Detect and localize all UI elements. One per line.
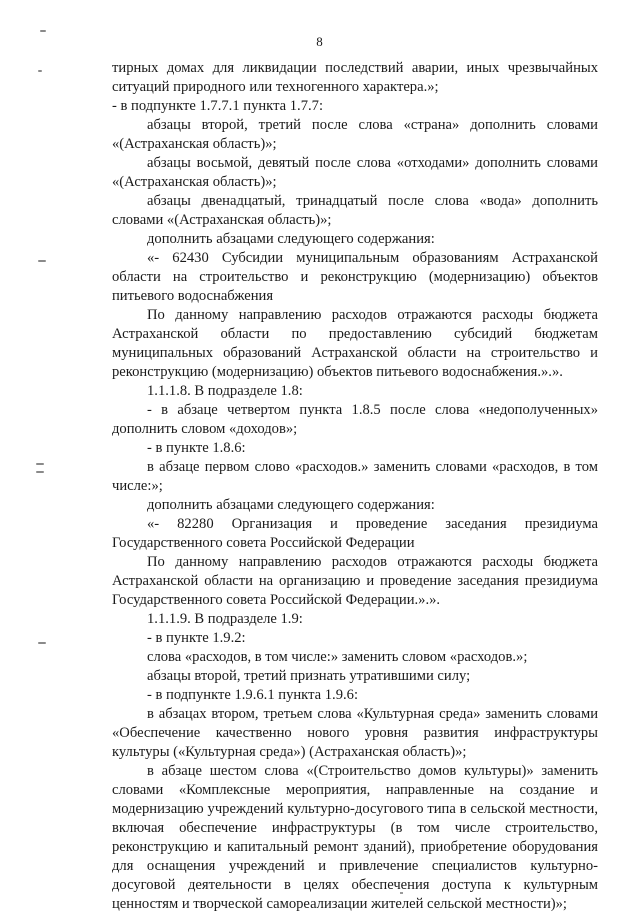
paragraph: - в пункте 1.9.2: <box>147 630 246 646</box>
paragraph: - в подпункте 1.7.7.1 пункта 1.7.7: <box>112 98 323 114</box>
paragraph: дополнить абзацами следующего содержания: <box>147 231 435 247</box>
document-body <box>112 59 598 914</box>
scan-mark <box>36 463 44 465</box>
scan-mark <box>38 70 42 72</box>
scan-mark <box>40 30 46 32</box>
paragraph: - в подпункте 1.9.6.1 пункта 1.9.6: <box>147 687 358 703</box>
paragraph: тирных домах для ликвидации последствий аварии, иных чрезвычайных ситуаций природного или техногенного характера.»; <box>112 60 598 95</box>
paragraph: «- 82280 Организация и проведение заседания президиума Государственного совета Российской Федерации <box>112 516 598 551</box>
scan-mark <box>38 642 46 644</box>
paragraph: абзацы второй, третий признать утратившими силу; <box>147 668 471 684</box>
paragraph: По данному направлению расходов отражаются расходы бюджета Астраханской области по предоставлению субсидий бюджетам муниципальных образований Астраханской области на строительство и реконструкцию (модернизацию) объектов питьевого водоснабжения.».». <box>112 307 598 380</box>
paragraph: абзацы двенадцатый, тринадцатый после слова «вода» дополнить словами «(Астраханская область)»; <box>112 193 598 228</box>
paragraph: в абзаце первом слово «расходов.» заменить словами «расходов, в том числе:»; <box>112 459 598 494</box>
paragraph: 1.1.1.8. В подразделе 1.8: <box>147 383 303 399</box>
paragraph: - в пункте 1.8.6: <box>147 440 246 456</box>
paragraph: дополнить абзацами следующего содержания: <box>147 497 435 513</box>
paragraph: слова «расходов, в том числе:» заменить словом «расходов.»; <box>147 649 528 665</box>
paragraph: - в абзаце четвертом пункта 1.8.5 после слова «недополученных» дополнить словом «доходов»; <box>112 402 598 437</box>
paragraph: абзацы восьмой, девятый после слова «отходами» дополнить словами «(Астраханская область)»; <box>112 155 598 190</box>
paragraph: в абзацах втором, третьем слова «Культурная среда» заменить словами «Обеспечение качественно нового уровня развития инфраструктуры культуры («Культурная среда») (Астраханская область)»; <box>112 706 598 760</box>
scan-mark <box>38 260 46 262</box>
paragraph: абзацы второй, третий после слова «страна» дополнить словами «(Астраханская область)»; <box>112 117 598 152</box>
paragraph: По данному направлению расходов отражаются расходы бюджета Астраханской области на организацию и проведение заседания президиума Государственного совета Российской Федерации.».». <box>112 554 598 608</box>
paragraph: 1.1.1.9. В подразделе 1.9: <box>147 611 303 627</box>
paragraph: «- 62430 Субсидии муниципальным образованиям Астраханской области на строительство и реконструкцию (модернизацию) объектов питьевого водоснабжения <box>112 250 598 304</box>
paragraph: в абзаце шестом слова «(Строительство домов культуры)» заменить словами «Комплексные мероприятия, направленные на создание и модернизацию учреждений культурно-досугового типа в сельской местности, включая обеспечение инфраструктуры (в том числе строительство, реконструкцию и капитальный ремонт зданий), приобретение оборудования для оснащения учреждений и привлечение специалистов культурно-досуговой деятельности в целях обеспечения доступа к культурным ценностям и творческой самореализации жителей сельской местности)»; <box>112 763 598 912</box>
scan-mark <box>36 471 44 473</box>
page-number: 8 <box>316 34 323 49</box>
